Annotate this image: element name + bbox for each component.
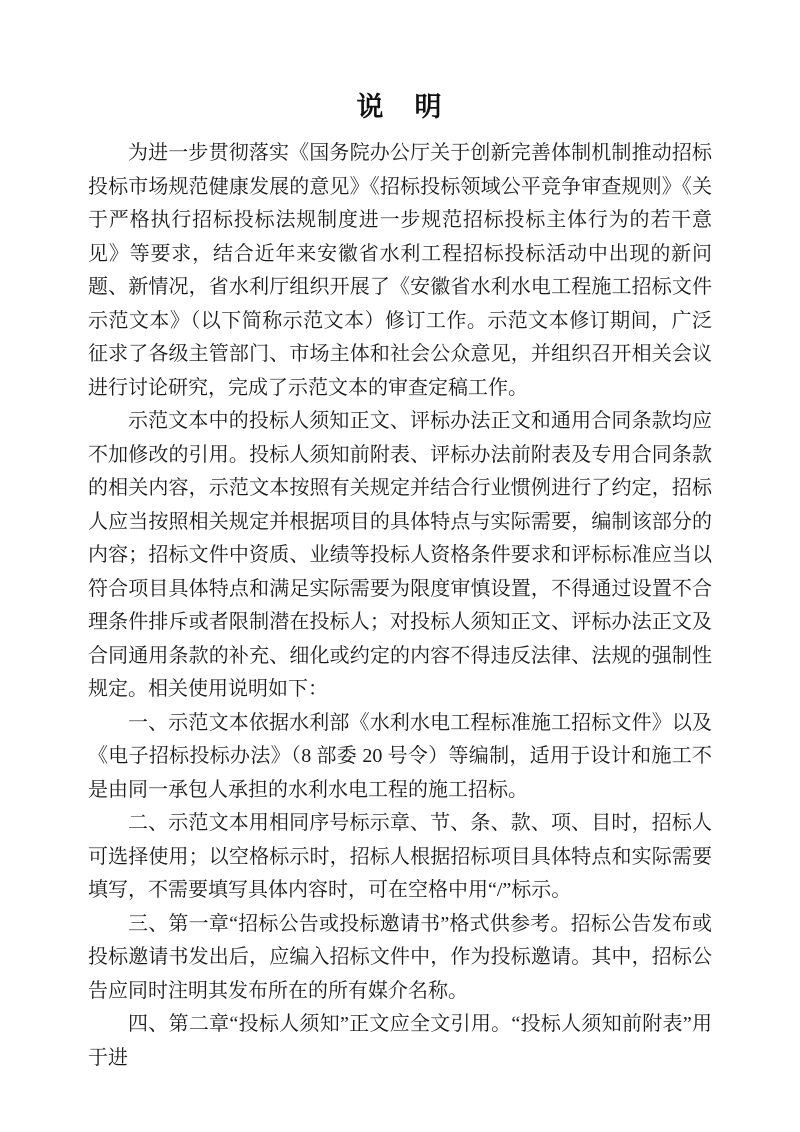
document-body — [88, 137, 712, 1075]
paragraph-note-2: 二、示范文本用相同序号标示章、节、条、款、项、目时，招标人可选择使用；以空格标示时，招标人根据招标项目具体特点和实际需要填写，不需要填写具体内容时，可在空格中用“/”标示。 — [88, 812, 712, 901]
paragraph-note-1: 一、示范文本依据水利部《水利水电工程标准施工招标文件》以及《电子招标投标办法》（8 部委 20 号令）等编制，适用于设计和施工不是由同一承包人承担的水利水电工程的施工招标。 — [88, 711, 712, 801]
paragraph-note-3: 三、第一章“招标公告或投标邀请书”格式供参考。招标公告发布或投标邀请书发出后，应编入招标文件中，作为投标邀请。其中，招标公告应同时注明其发布所在的所有媒介名称。 — [88, 912, 712, 1002]
paragraph-usage-overview: 示范文本中的投标人须知正文、评标办法正文和通用合同条款均应不加修改的引用。投标人须知前附表、评标办法前附表及专用合同条款的相关内容，示范文本按照有关规定并结合行业惯例进行了约定，招标人应当按照相关规定并根据项目的具体特点与实际需要，编制该部分的内容；招标文件中资质、业绩等投标人资格条件要求和评标标准应当以符合项目具体特点和满足实际需要为限度审慎设置，不得通过设置不合理条件排斥或者限制潜在投标人；对投标人须知正文、评标办法正文及合同通用条款的补充、细化或约定的内容不得违反法律、法规的强制性规定。相关使用说明如下： — [88, 410, 712, 700]
page-title: 说 明 — [356, 92, 444, 122]
paragraph-intro: 为进一步贯彻落实《国务院办公厅关于创新完善体制机制推动招标投标市场规范健康发展的意见》《招标投标领域公平竞争审查规则》《关于严格执行招标投标法规制度进一步规范招标投标主体行为的若干意见》等要求，结合近年来安徽省水利工程招标投标活动中出现的新问题、新情况，省水利厅组织开展了《安徽省水利水电工程施工招标文件示范文本》（以下简称示范文本）修订工作。示范文本修订期间，广泛征求了各级主管部门、市场主体和社会公众意见，并组织召开相关会议进行讨论研究，完成了示范文本的审查定稿工作。 — [88, 142, 712, 399]
paragraph-note-4-partial: 四、第二章“投标人须知”正文应全文引用。“投标人须知前附表”用于进 — [88, 1013, 712, 1069]
